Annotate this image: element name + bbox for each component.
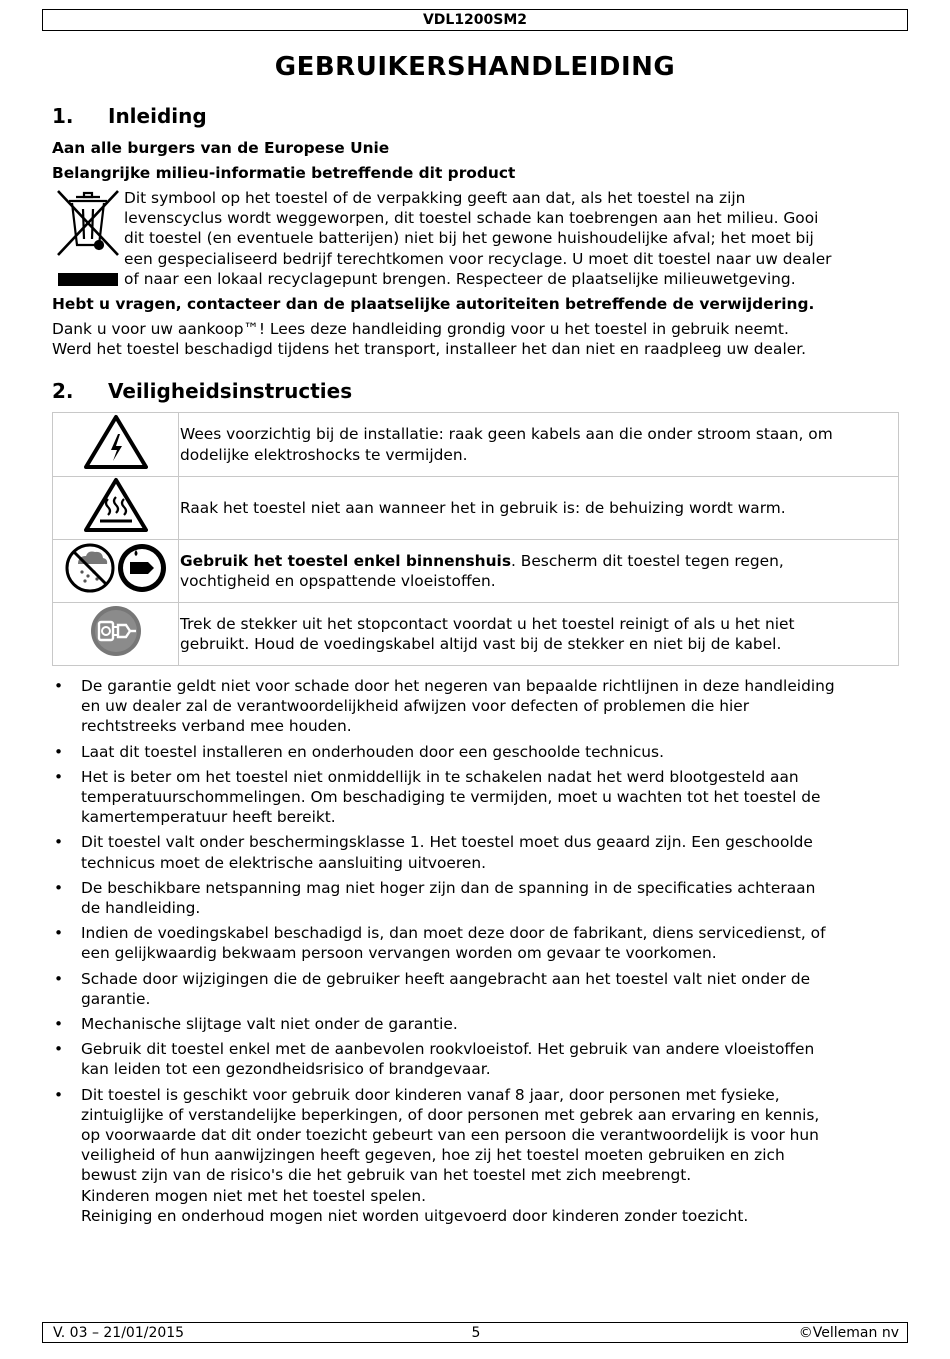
list-item-line: • Indien de voedingskabel beschadigd is, dan moet deze door de fabrikant, diens servicedienst, of: [81, 924, 826, 943]
document-title: GEBRUIKERSHANDLEIDING: [274, 52, 676, 82]
thanks-paragraph: [52, 319, 912, 359]
safety-text-line: Wees voorzichtig bij de installatie: raak geen kabels aan die onder stroom staan, om: [180, 425, 833, 444]
safety-row: [53, 477, 899, 540]
list-item-line: • De beschikbare netspanning mag niet hoger zijn dan de spanning in de specificaties achteraan: [81, 878, 816, 897]
weee-line: Dit symbool op het toestel of de verpakking geeft aan dat, als het toestel na zijn: [124, 189, 746, 207]
model-name: VDL1200SM2: [422, 12, 528, 28]
environment-subheading: Belangrijke milieu-informatie betreffende dit product: [52, 164, 516, 182]
list-item: [52, 1085, 907, 1226]
safety-text-line: Raak het toestel niet aan wanneer het in gebruik is: de behuizing wordt warm.: [180, 498, 786, 517]
safety-bullet-list: [52, 676, 907, 1231]
safety-text-cell: [179, 413, 899, 477]
list-item-line: bewust zijn van de risico's die het gebruik van het toestel met zich meebrengt.: [81, 1166, 692, 1185]
thanks-line: Werd het toestel beschadigd tijdens het transport, installeer het dan niet en raadpleeg uw dealer.: [52, 340, 807, 359]
section-2-number: 2.: [52, 379, 74, 403]
safety-row: [53, 603, 899, 666]
unplug-icon: [90, 605, 142, 657]
list-item: [52, 1014, 907, 1034]
list-item-line: technicus moet de elektrische aansluiting uitvoeren.: [81, 853, 487, 872]
eu-citizens-subheading: Aan alle burgers van de Europese Unie: [52, 139, 390, 157]
thanks-line: Dank u voor uw aankoop™! Lees deze handleiding grondig voor u het toestel in gebruik neemt.: [52, 320, 789, 338]
list-item-line: temperatuurschommelingen. Om beschadiging te vermijden, moet u wachten tot het toestel de: [81, 788, 821, 807]
safety-icon-cell: [53, 477, 179, 540]
safety-text-line: dodelijke elektroshocks te vermijden.: [180, 445, 468, 464]
list-item: [52, 767, 907, 828]
safety-text-line: vochtigheid en opspattende vloeistoffen.: [180, 572, 496, 590]
list-item-line: • Dit toestel is geschikt voor gebruik door kinderen vanaf 8 jaar, door personen met fysieke,: [81, 1085, 780, 1104]
list-item-line: rechtstreeks verband mee houden.: [81, 717, 352, 736]
safety-text-fragment: . Bescherm dit toestel tegen regen,: [510, 551, 784, 570]
safety-bold-text: Gebruik het toestel enkel binnenshuis: [180, 551, 511, 570]
page-header: [42, 9, 908, 31]
list-item-line: en uw dealer zal de verantwoordelijkheid afwijzen voor defecten of problemen die hier: [81, 697, 750, 716]
list-item-line: • Schade door wijzigingen die de gebruiker heeft aangebracht aan het toestel valt niet onder de: [81, 969, 811, 988]
section-2-title: Veiligheidsinstructies: [108, 379, 353, 403]
list-item: [52, 923, 907, 963]
hot-surface-warning-icon: [84, 477, 148, 533]
weee-line: of naar een lokaal recyclagepunt brengen. Respecteer de plaatselijke milieuwetgeving.: [124, 269, 796, 288]
electric-shock-warning-icon: [84, 414, 148, 470]
list-item: [52, 676, 907, 737]
list-item-line: garantie.: [81, 989, 151, 1008]
section-2-heading: [52, 379, 352, 403]
list-item: [52, 878, 907, 918]
list-item-line: Reiniging en onderhoud mogen niet worden uitgevoerd door kinderen zonder toezicht.: [81, 1206, 749, 1225]
list-item-line: veiligheid of hun aanwijzingen heeft gegeven, hoe zij het toestel moeten gebruiken en zich: [81, 1146, 785, 1165]
safety-icon-cell: [53, 413, 179, 477]
safety-text-cell: [179, 540, 899, 603]
crossed-bin-icon: [56, 189, 120, 287]
weee-line: een gespecialiseerd bedrijf terechtkomen voor recyclage. U moet dit toestel naar uw dealer: [124, 249, 832, 268]
safety-icon-cell: [53, 540, 179, 603]
safety-text-line: Trek de stekker uit het stopcontact voordat u het toestel reinigt of als u het niet: [180, 614, 795, 633]
list-item-line: op voorwaarde dat dit onder toezicht gebeurt van een persoon die verantwoordelijk is voor hun: [81, 1126, 819, 1145]
weee-paragraph: [124, 188, 904, 289]
safety-table: [52, 412, 899, 666]
list-item-line: de handleiding.: [81, 899, 201, 918]
list-item-line: kamertemperatuur heeft bereikt.: [81, 808, 336, 827]
list-item-line: • De garantie geldt niet voor schade door het negeren van bepaalde richtlijnen in deze handleiding: [81, 677, 835, 695]
list-item: [52, 969, 907, 1009]
safety-text-line: gebruikt. Houd de voedingskabel altijd vast bij de stekker en niet bij de kabel.: [180, 635, 782, 653]
weee-line: levenscyclus wordt weggeworpen, dit toestel schade kan toebrengen aan het milieu. Gooi: [124, 209, 819, 228]
page-number: 5: [471, 1325, 481, 1341]
list-item: [52, 1039, 907, 1079]
disposal-questions: Hebt u vragen, contacteer dan de plaatselijke autoriteiten betreffende de verwijdering.: [52, 295, 815, 313]
list-item-line: • Gebruik dit toestel enkel met de aanbevolen rookvloeistof. Het gebruik van andere vloeistoffen: [81, 1040, 815, 1059]
list-item: [52, 742, 907, 762]
version-date: V. 03 – 21/01/2015: [53, 1325, 185, 1341]
safety-text-line: [180, 551, 888, 571]
section-1-title: Inleiding: [108, 104, 207, 128]
safety-row: [53, 413, 899, 477]
safety-text-cell: [179, 477, 899, 540]
safety-icon-cell: [53, 603, 179, 666]
page-footer: [42, 1322, 908, 1343]
indoor-use-only-icon: [64, 542, 168, 594]
list-item-line: • Het is beter om het toestel niet onmiddellijk in te schakelen nadat het werd blootgesteld aan: [81, 767, 799, 786]
list-item-line: Kinderen mogen niet met het toestel spelen.: [81, 1186, 426, 1205]
list-item-line: • Mechanische slijtage valt niet onder de garantie.: [81, 1015, 458, 1034]
section-1-number: 1.: [52, 104, 74, 128]
list-item-line: een gelijkwaardig bekwaam persoon vervangen worden om gevaar te voorkomen.: [81, 944, 717, 963]
weee-line: dit toestel (en eventuele batterijen) niet bij het gewone huishoudelijke afval; het moet bij: [124, 229, 814, 248]
safety-row: [53, 540, 899, 603]
safety-text-cell: [179, 603, 899, 666]
list-item-line: zintuiglijke of verstandelijke beperkingen, of door personen met gebrek aan ervaring en kennis,: [81, 1105, 820, 1124]
list-item: [52, 832, 907, 872]
copyright: ©Velleman nv: [798, 1325, 899, 1341]
list-item-line: kan leiden tot een gezondheidsrisico of brandgevaar.: [81, 1060, 491, 1079]
section-1-heading: [52, 104, 207, 128]
list-item-line: • Dit toestel valt onder beschermingsklasse 1. Het toestel moet dus geaard zijn. Een geschoolde: [81, 833, 813, 852]
list-item-line: • Laat dit toestel installeren en onderhouden door een geschoolde technicus.: [81, 742, 664, 761]
